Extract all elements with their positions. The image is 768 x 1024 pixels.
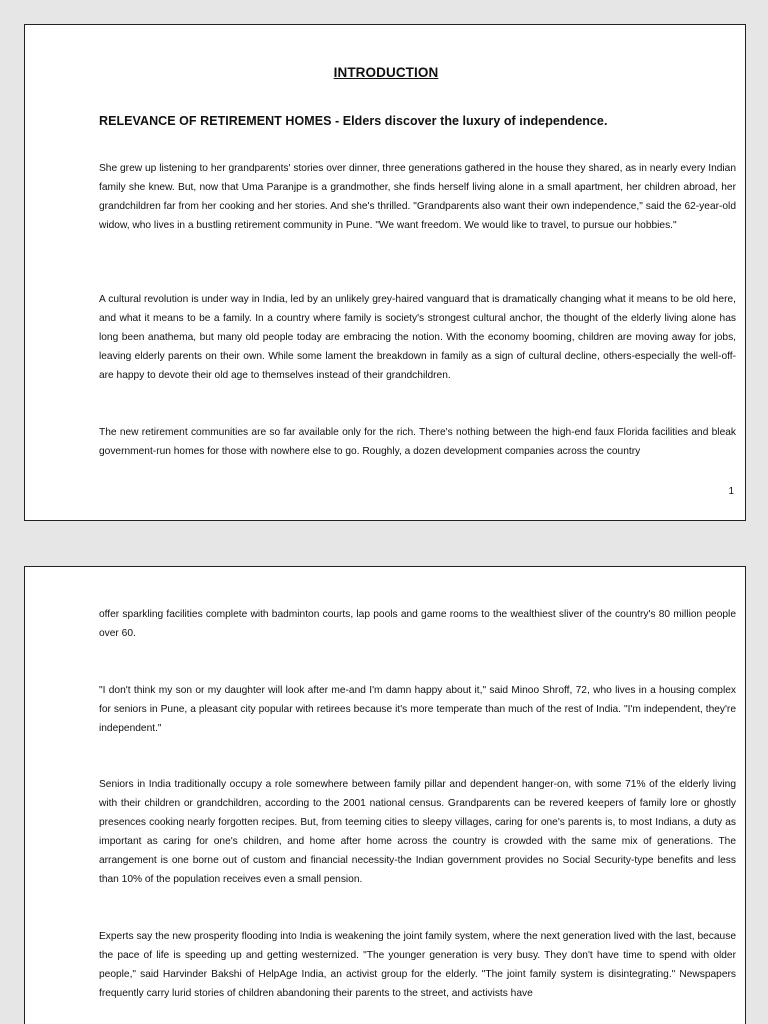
document-page-2 <box>24 566 746 1024</box>
paragraph-6: Seniors in India traditionally occupy a role somewhere between family pillar and dependent hanger-on, with some 71% of the elderly living with their children or grandchildren, according to the 2001 national census. Grandparents can be revered keepers of family lore or ghostly presences cooking nearly forgotten recipes. But, from teeming cities to sleepy villages, caring for one's parents is, to most Indians, a duty as important as caring for one's children, and home after home across the country is crowded with the same mix of generations. The arrangement is one borne out of custom and financial necessity-the Indian government provides no Social Security-type benefits and less than 10% of the population receives even a small pension. <box>99 779 736 886</box>
paragraph-5: "I don't think my son or my daughter will look after me-and I'm damn happy about it," said Minoo Shroff, 72, who lives in a housing complex for seniors in Pune, a pleasant city popular with retirees because it's more temperate than much of the rest of India. "I'm independent, they're independent." <box>99 685 736 735</box>
page-number: 1 <box>728 486 734 497</box>
paragraph-3: The new retirement communities are so far available only for the rich. There's nothing between the high-end faux Florida facilities and bleak government-run homes for those with nowhere else to go. Roughly, a dozen development companies across the country <box>99 427 736 458</box>
paragraph-7: Experts say the new prosperity flooding into India is weakening the joint family system, where the next generation lived with the last, because the pace of life is speeding up and getting westernized. "The younger generation is very busy. They don't have time to spend with older people," said Harvinder Bakshi of HelpAge India, an activist group for the elderly. "The joint family system is disintegrating." Newspapers frequently carry lurid stories of children abandoning their parents to the street, and activists have <box>99 931 736 1000</box>
paragraph-1: She grew up listening to her grandparents' stories over dinner, three generations gathered in the house they shared, as in nearly every Indian family she knew. But, now that Uma Paranjpe is a grandmother, she finds herself living alone in a small apartment, her children abroad, her grandchildren far from her cooking and her stories. And she's thrilled. "Grandparents also want their own independence," said the 62-year-old widow, who lives in a bustling retirement community in Pune. "We want freedom. We would like to travel, to pursue our hobbies." <box>99 163 736 232</box>
paragraph-4: offer sparkling facilities complete with badminton courts, lap pools and game rooms to the wealthiest sliver of the country's 80 million people over 60. <box>99 609 736 640</box>
page-title: INTRODUCTION <box>333 65 439 80</box>
section-subheading: RELEVANCE OF RETIREMENT HOMES - Elders discover the luxury of independence. <box>99 114 608 128</box>
document-page-1 <box>24 24 746 521</box>
paragraph-2: A cultural revolution is under way in India, led by an unlikely grey-haired vanguard that is dramatically changing what it means to be old here, and what it means to be a family. In a country where family is society's strongest cultural anchor, the thought of the elderly living alone has long been anathema, but many old people today are embracing the notion. With the economy booming, children are moving away for jobs, leaving elderly parents on their own. While some lament the breakdown in family as a sign of cultural decline, others-especially the well-off-are happy to devote their old age to themselves instead of their grandchildren. <box>99 294 736 382</box>
